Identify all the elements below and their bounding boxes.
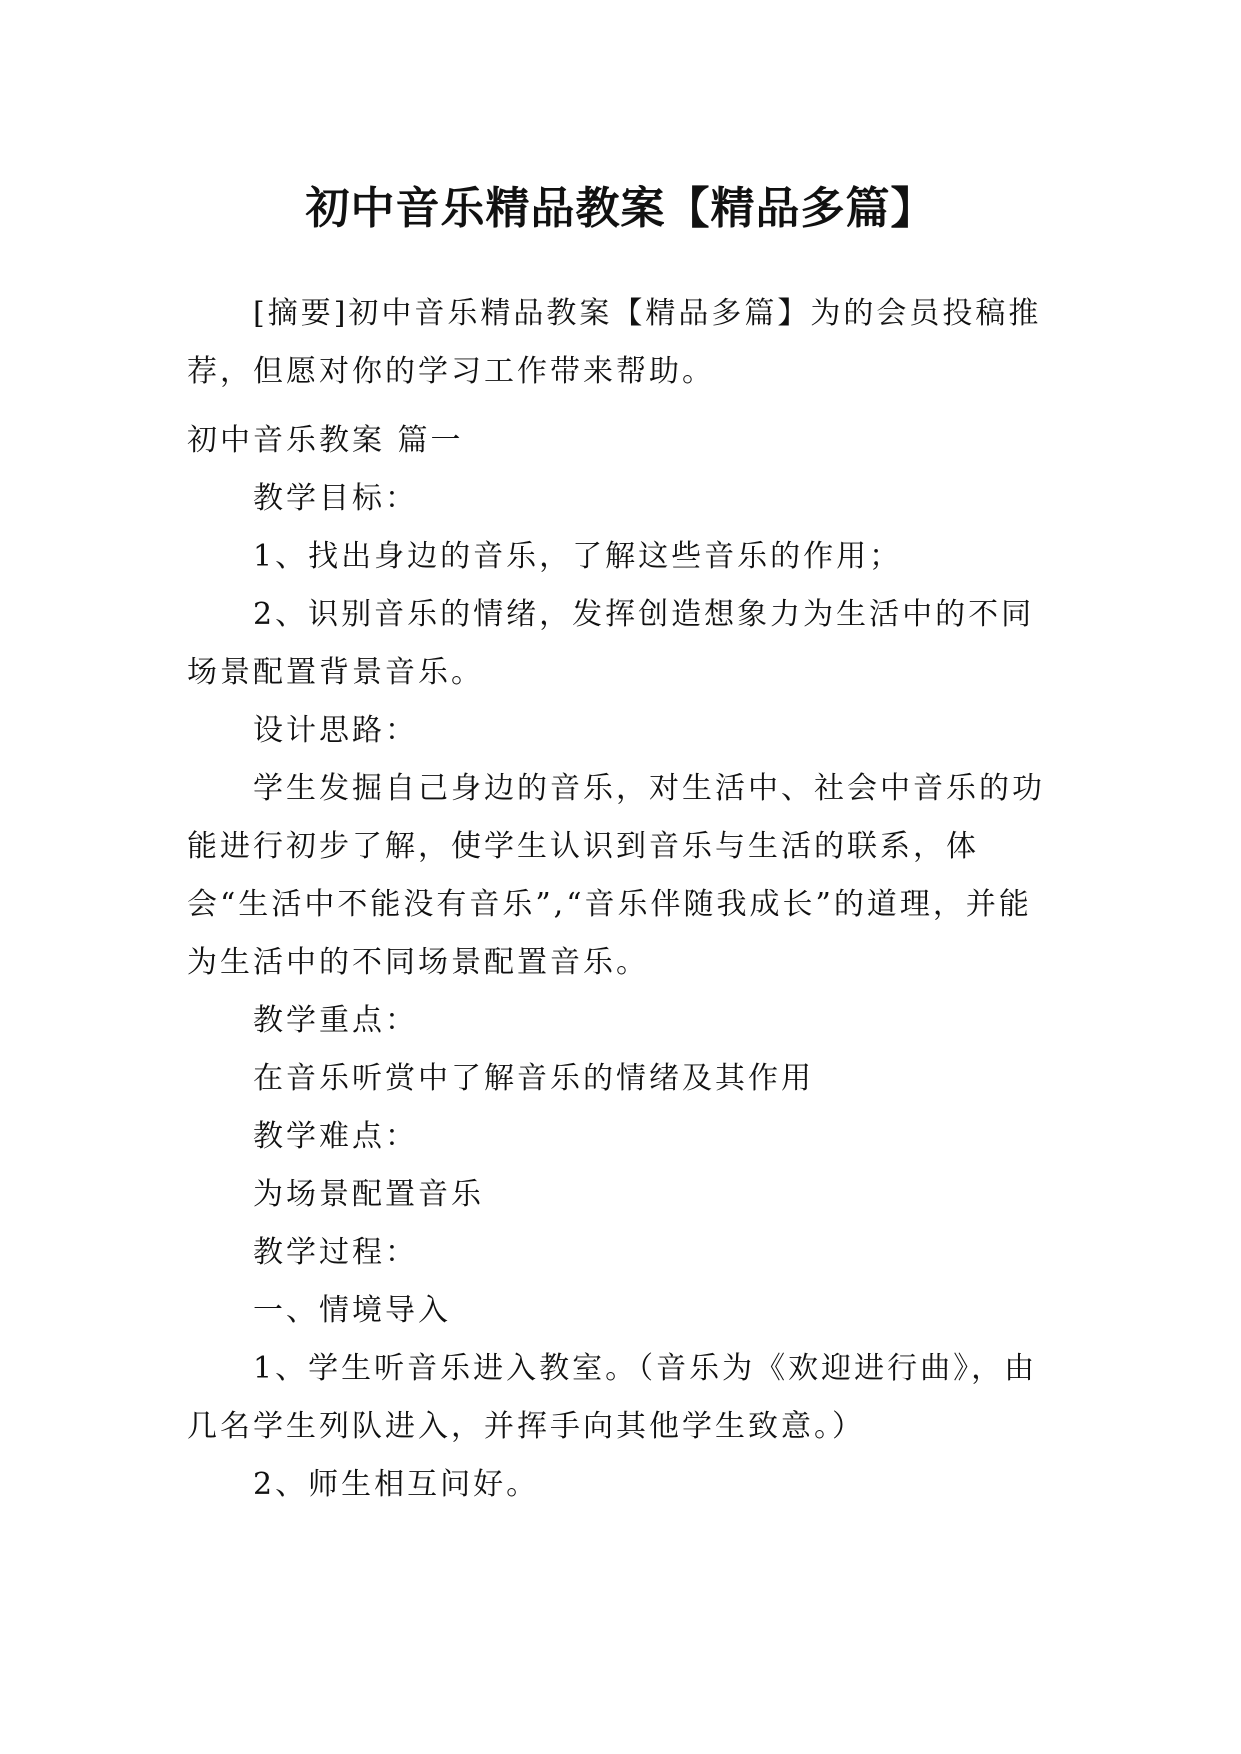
- paragraph-step-intro: 一、情境导入: [253, 1293, 451, 1328]
- paragraph-step-2: 2、师生相互问好。: [253, 1467, 540, 1502]
- abstract-paragraph: [摘要]初中音乐精品教案【精品多篇】为的会员投稿推荐，但愿对你的学习工作带来帮助。: [187, 296, 1042, 389]
- paragraph-difficulty-label: 教学难点：: [253, 1119, 418, 1154]
- document-title: 初中音乐精品教案【精品多篇】: [305, 183, 936, 235]
- paragraph-teaching-goals-label: 教学目标：: [253, 481, 418, 516]
- paragraph-goal-2: 2、识别音乐的情绪，发挥创造想象力为生活中的不同场景配置背景音乐。: [187, 597, 1035, 690]
- paragraph-design-label: 设计思路：: [253, 713, 418, 748]
- paragraph-design-body: 学生发掘自己身边的音乐，对生活中、社会中音乐的功能进行初步了解，使学生认识到音乐与生活的联系，体会“生活中不能没有音乐”,“音乐伴随我成长”的道理，并能为生活中的不同场景配置音乐。: [187, 771, 1045, 980]
- paragraph-key-points: 在音乐听赏中了解音乐的情绪及其作用: [253, 1061, 814, 1096]
- paragraph-goal-1: 1、找出身边的音乐，了解这些音乐的作用；: [253, 539, 903, 574]
- paragraph-process-label: 教学过程：: [253, 1235, 418, 1270]
- section-heading: 初中音乐教案 篇一: [187, 423, 464, 458]
- paragraph-key-points-label: 教学重点：: [253, 1003, 418, 1038]
- paragraph-step-1: 1、学生听音乐进入教室。（音乐为《欢迎进行曲》，由几名学生列队进入，并挥手向其他学生致意。）: [187, 1351, 1038, 1444]
- paragraph-difficulty: 为场景配置音乐: [253, 1177, 484, 1212]
